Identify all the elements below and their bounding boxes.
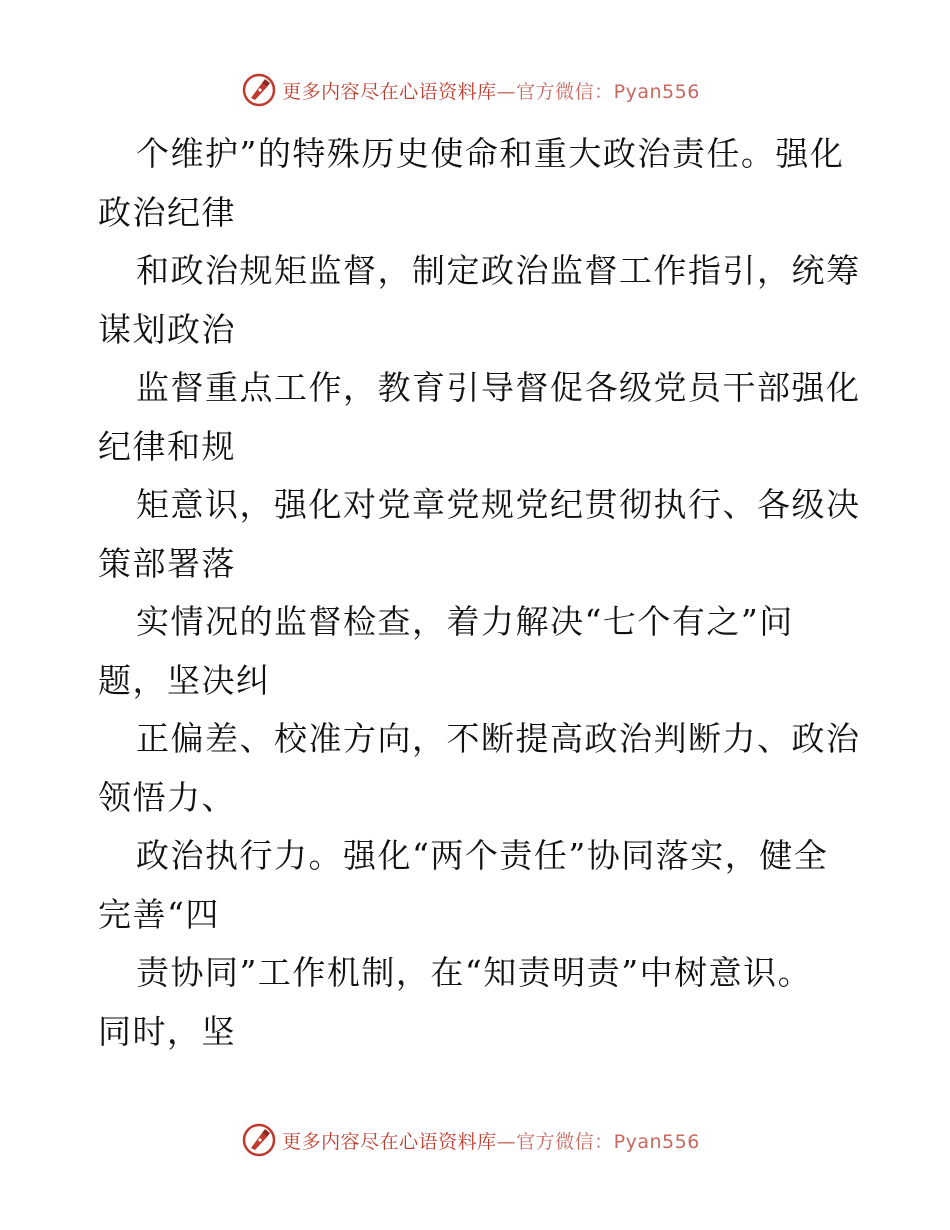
text-line: 和政治规矩监督，制定政治监督工作指引，统筹: [136, 251, 861, 290]
text-line: 监督重点工作，教育引导督促各级党员干部强化: [136, 368, 861, 407]
text-line: 谋划政治: [98, 309, 236, 349]
footer-banner: [0, 1120, 950, 1160]
text-line: 政治执行力。强化“两个责任”协同落实，健全: [136, 836, 829, 875]
text-line: 完善“四: [98, 894, 220, 934]
text-line: 同时，坚: [98, 1011, 236, 1051]
footer-banner-main: 更多内容尽在心语资料库: [282, 1130, 497, 1153]
pen-nib-logo-icon: [242, 73, 276, 107]
text-line: 责协同”工作机制，在“知责明责”中树意识。: [136, 953, 813, 992]
header-banner: [0, 70, 950, 110]
text-line: 题，坚决纠: [98, 660, 271, 700]
header-banner-sub: —官方微信：Pyan556: [496, 80, 700, 103]
header-banner-text: [282, 77, 700, 104]
footer-banner-content: [242, 1123, 700, 1157]
header-banner-main: 更多内容尽在心语资料库: [282, 80, 497, 103]
header-banner-content: [242, 73, 700, 107]
text-line: 个维护”的特殊历史使命和重大政治责任。强化: [136, 134, 845, 173]
footer-banner-sub: —官方微信：Pyan556: [496, 1130, 700, 1153]
document-body: [98, 125, 861, 1061]
pen-nib-logo-icon: [242, 1123, 276, 1157]
text-line: 矩意识，强化对党章党规党纪贯彻执行、各级决: [136, 485, 861, 524]
text-line: 政治纪律: [98, 192, 236, 232]
footer-banner-text: [282, 1127, 700, 1154]
text-line: 策部署落: [98, 543, 236, 583]
text-line: 正偏差、校准方向，不断提高政治判断力、政治: [136, 719, 861, 758]
text-line: 实情况的监督检查，着力解决“七个有之”问: [136, 602, 794, 641]
text-line: 纪律和规: [98, 426, 236, 466]
text-line: 领悟力、: [98, 777, 236, 817]
